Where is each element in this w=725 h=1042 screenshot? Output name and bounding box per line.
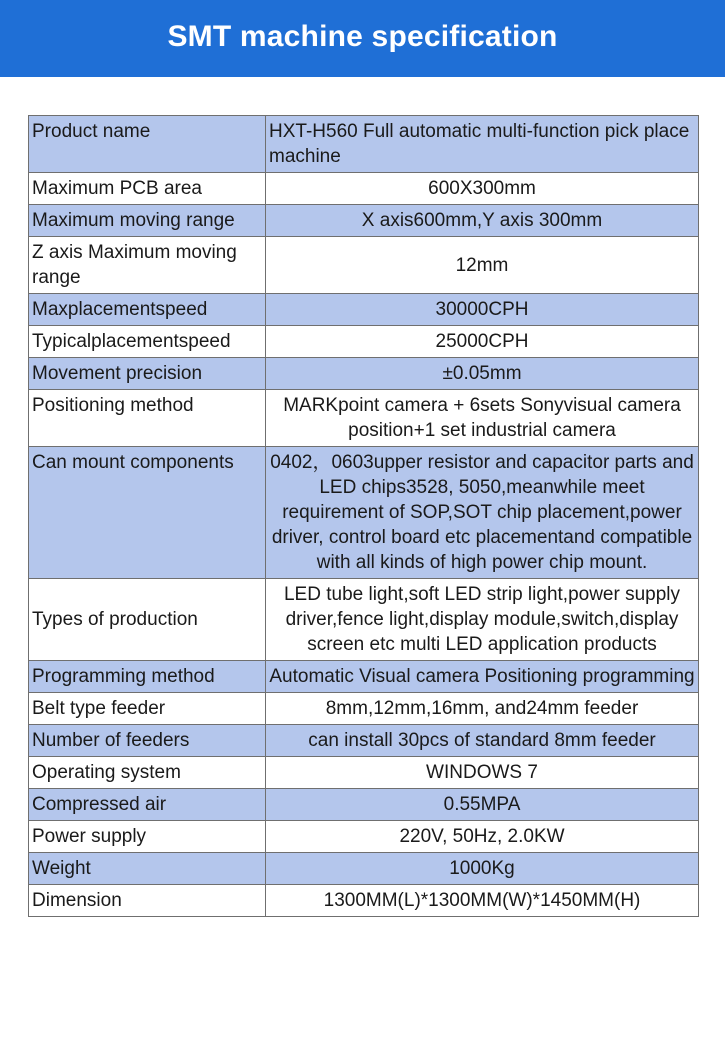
spec-label: Maximum PCB area: [29, 173, 266, 205]
spec-value: ±0.05mm: [266, 358, 699, 390]
spec-value: 220V, 50Hz, 2.0KW: [266, 821, 699, 853]
page-title: SMT machine specification: [167, 19, 558, 53]
spec-label: Dimension: [29, 885, 266, 917]
spec-label: Power supply: [29, 821, 266, 853]
spec-label: Maxplacementspeed: [29, 294, 266, 326]
spec-label: Programming method: [29, 661, 266, 693]
spec-value: 8mm,12mm,16mm, and24mm feeder: [266, 693, 699, 725]
spec-label: Z axis Maximum moving range: [29, 237, 266, 294]
spec-value: 0402，0603upper resistor and capacitor parts and LED chips3528, 5050,meanwhile meet requirement of SOP,SOT chip placement,power driver, control board etc placementand compatible with all kinds of high power chip mount.: [266, 447, 699, 579]
spec-label: Typicalplacementspeed: [29, 326, 266, 358]
spec-value: X axis600mm,Y axis 300mm: [266, 205, 699, 237]
spec-label: Compressed air: [29, 789, 266, 821]
table-row: [29, 661, 699, 693]
spec-value: 600X300mm: [266, 173, 699, 205]
table-row: [29, 205, 699, 237]
spec-label: Can mount components: [29, 447, 266, 579]
table-row: [29, 390, 699, 447]
table-row: [29, 725, 699, 757]
table-row: [29, 693, 699, 725]
table-row: [29, 885, 699, 917]
table-row: [29, 579, 699, 661]
spec-label: Types of production: [29, 579, 266, 661]
table-row: [29, 853, 699, 885]
table-row: [29, 447, 699, 579]
table-row: [29, 116, 699, 173]
spec-label: Number of feeders: [29, 725, 266, 757]
table-row: [29, 757, 699, 789]
spec-value: HXT-H560 Full automatic multi-function pick place machine: [266, 116, 699, 173]
spec-label: Maximum moving range: [29, 205, 266, 237]
spec-value: can install 30pcs of standard 8mm feeder: [266, 725, 699, 757]
spec-label: Belt type feeder: [29, 693, 266, 725]
spec-value: 1300MM(L)*1300MM(W)*1450MM(H): [266, 885, 699, 917]
spec-value: 25000CPH: [266, 326, 699, 358]
table-row: [29, 237, 699, 294]
spec-value: Automatic Visual camera Positioning programming: [266, 661, 699, 693]
spec-label: Product name: [29, 116, 266, 173]
table-row: [29, 821, 699, 853]
spec-label: Weight: [29, 853, 266, 885]
spec-label: Operating system: [29, 757, 266, 789]
spec-value: MARKpoint camera + 6sets Sonyvisual camera position+1 set industrial camera: [266, 390, 699, 447]
spec-value: WINDOWS 7: [266, 757, 699, 789]
table-row: [29, 789, 699, 821]
table-row: [29, 173, 699, 205]
table-row: [29, 294, 699, 326]
spec-value: 30000CPH: [266, 294, 699, 326]
spec-value: 1000Kg: [266, 853, 699, 885]
spec-label: Positioning method: [29, 390, 266, 447]
spec-label: Movement precision: [29, 358, 266, 390]
table-row: [29, 326, 699, 358]
spec-value: LED tube light,soft LED strip light,power supply driver,fence light,display module,switch,display screen etc multi LED application products: [266, 579, 699, 661]
table-row: [29, 358, 699, 390]
specification-table: [28, 115, 699, 917]
spec-value: 0.55MPA: [266, 789, 699, 821]
title-banner: [0, 0, 725, 77]
spec-value: 12mm: [266, 237, 699, 294]
